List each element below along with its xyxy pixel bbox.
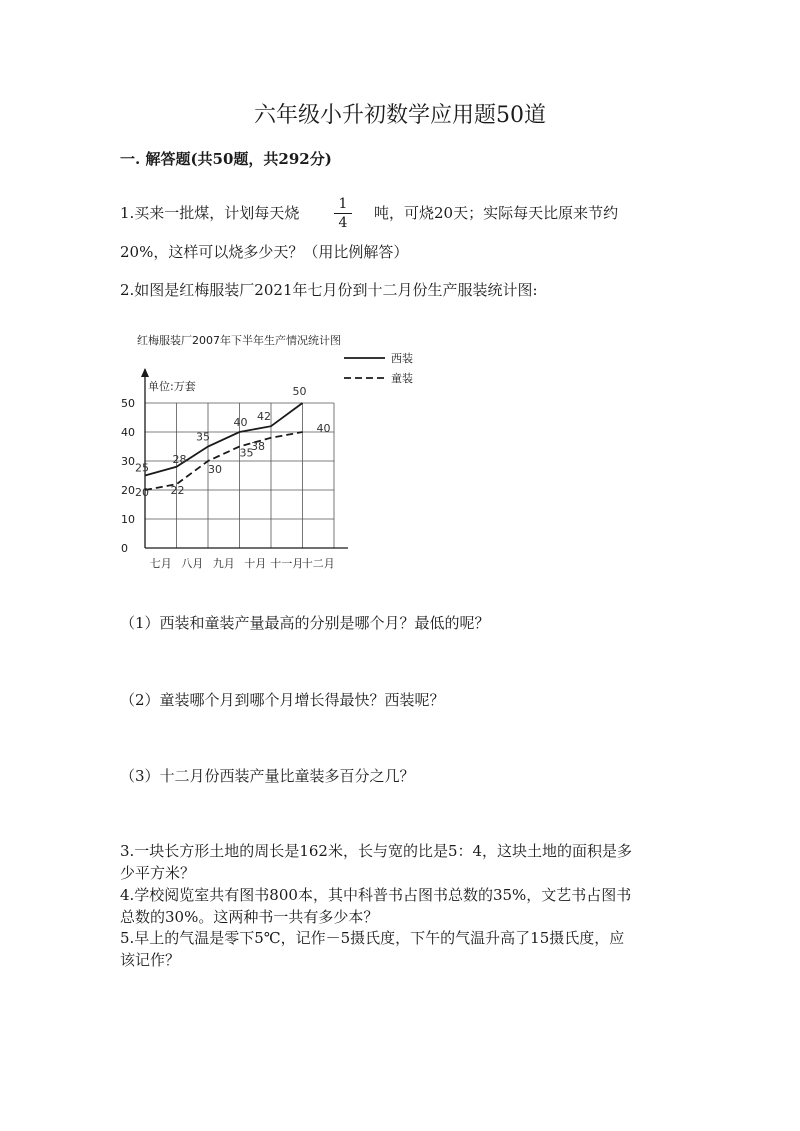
y-tick-label: 30 [121,455,135,468]
q3-line2: 少平方米？ [120,864,196,882]
q2-sub1: （1）西装和童装产量最高的分别是哪个月？最低的呢？ [120,614,490,632]
q1-fraction-bar [334,213,352,214]
production-line-chart [115,325,413,575]
legend-label: 童装 [391,372,413,385]
q5-line1: 5.早上的气温是零下5℃，记作－5摄氏度，下午的气温升高了15摄氏度，应 [120,929,625,947]
legend-label: 西装 [391,352,413,365]
data-label: 42 [257,410,271,424]
q1-line2: 20%，这样可以烧多少天？（用比例解答） [120,243,409,261]
data-label: 20 [135,486,149,499]
q2-sub3: （3）十二月份西装产量比童装多百分之几？ [120,767,415,785]
chart-data-labels [135,385,331,499]
q1-line1-a: 1.买来一批煤，计划每天烧 [120,204,300,222]
q1-line1-b: 吨，可烧20天；实际每天比原来节约 [374,204,619,222]
data-label: 50 [292,385,307,398]
q1-fraction-numerator: 1 [338,196,348,212]
y-axis-arrow [141,368,149,377]
y-tick-label: 50 [121,397,135,410]
chart-x-ticks [150,556,335,570]
section-heading: 一. 解答题(共50题，共292分) [120,150,332,168]
data-label: 35 [196,430,210,444]
x-tick-label: 九月 [212,557,235,570]
q2-sub2: （2）童装哪个月到哪个月增长得最快？西装呢？ [120,691,445,709]
x-tick-label: 十月 [244,557,267,570]
q1-fraction [334,196,352,231]
q4-line1: 4.学校阅览室共有图书800本，其中科普书占图书总数的35%，文艺书占图书 [120,886,632,904]
q3-line1: 3.一块长方形土地的周长是162米，长与宽的比是5：4，这块土地的面积是多 [120,842,633,860]
q2-text: 2.如图是红梅服装厂2021年七月份到十二月份生产服装统计图: [120,281,538,299]
y-tick-label: 20 [121,484,135,497]
data-label: 30 [208,463,222,476]
q1-fraction-denominator: 4 [338,215,348,231]
y-tick-label: 0 [121,542,128,555]
x-tick-label: 十二月 [301,557,335,570]
chart-unit-label: 单位:万套 [148,380,196,393]
q4-line2: 总数的30%。这两种书一共有多少本？ [120,908,379,926]
data-label: 40 [233,416,248,429]
chart-y-ticks [121,397,135,555]
page-title: 六年级小升初数学应用题50道 [254,103,546,128]
chart-series-lines [145,403,303,490]
data-label: 40 [316,422,331,435]
series-line-1 [145,403,303,476]
y-tick-label: 10 [121,513,135,526]
data-label: 38 [251,439,265,453]
x-tick-label: 十一月 [270,557,304,570]
q5-line2: 该记作？ [120,951,181,969]
data-label: 25 [135,461,149,475]
x-tick-label: 八月 [181,557,204,570]
data-label: 35 [239,446,254,460]
chart-legend [344,351,413,385]
x-tick-label: 七月 [149,557,172,570]
data-label: 22 [170,484,185,498]
chart-title: 红梅服装厂2007年下半年生产情况统计图 [137,334,341,347]
y-tick-label: 40 [121,426,135,439]
data-label: 28 [172,452,187,466]
